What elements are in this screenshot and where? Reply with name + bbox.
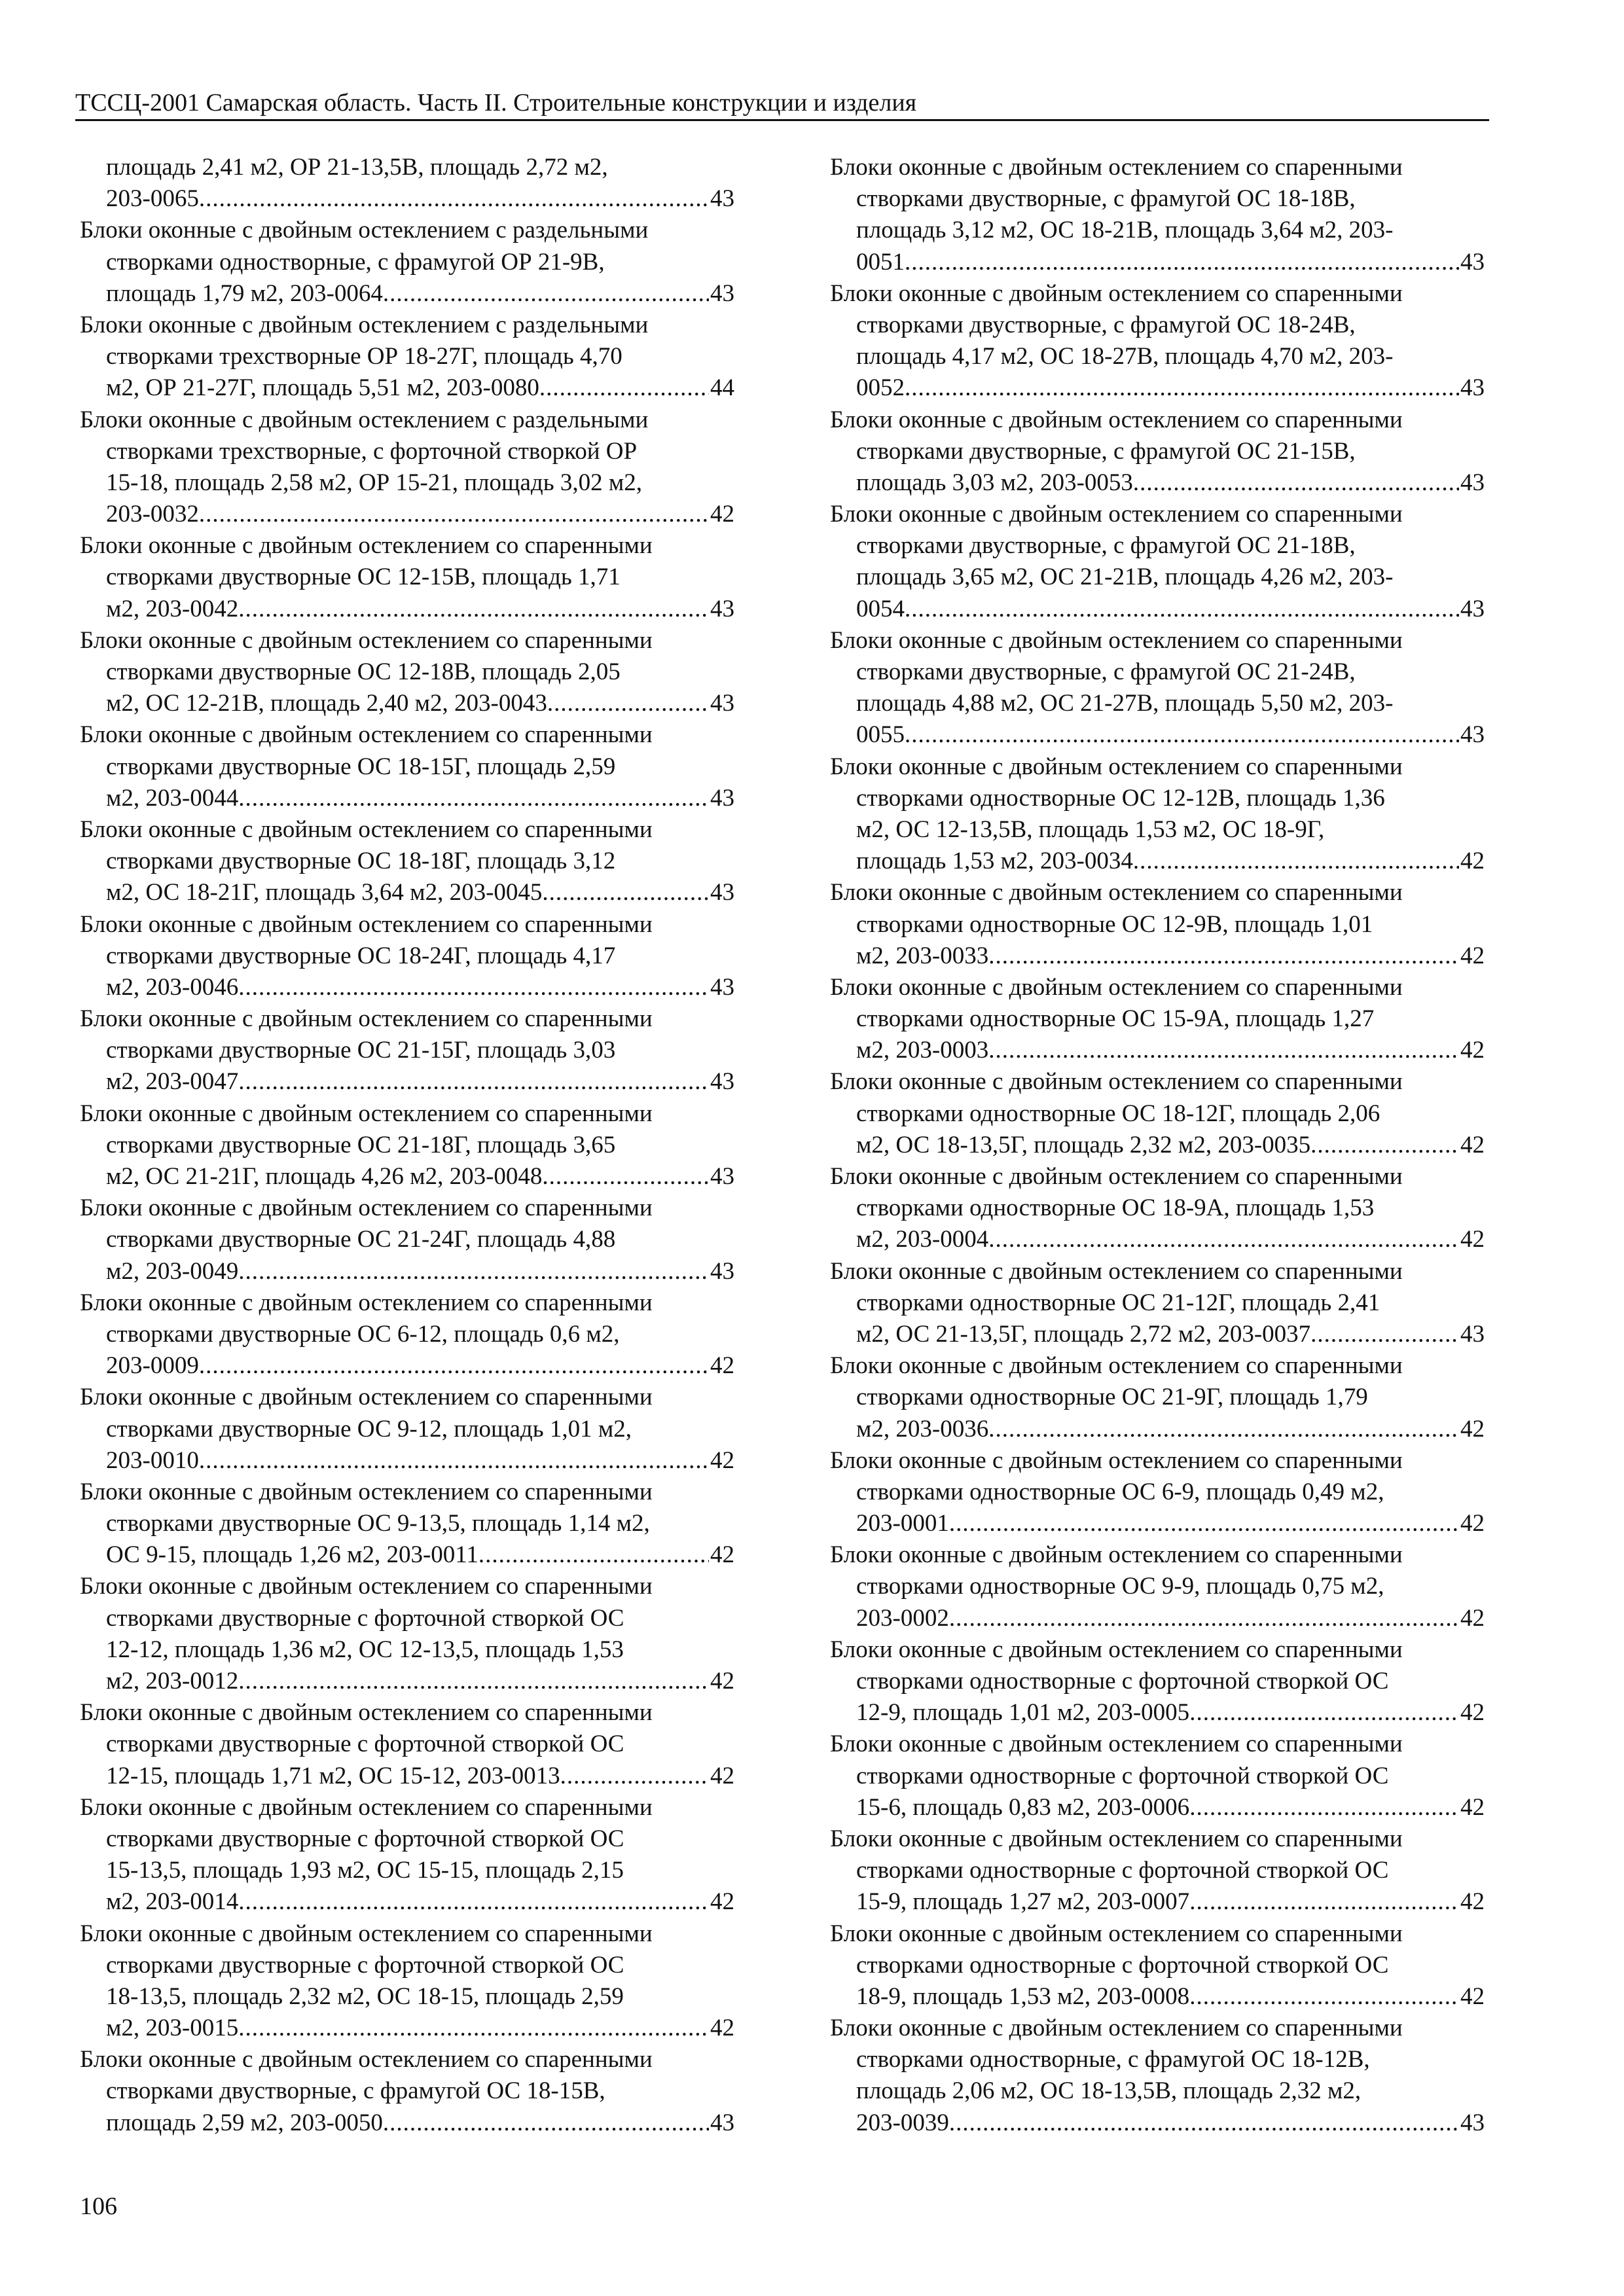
dot-leader xyxy=(988,1224,1459,1255)
index-entry xyxy=(830,1539,1485,1634)
index-entry-line: площадь 3,12 м2, ОС 18-21В, площадь 3,64 м2, 203- xyxy=(856,217,1394,244)
index-entry-text: 203-0039 xyxy=(856,2109,949,2136)
dot-leader xyxy=(905,247,1459,278)
index-entry-page-ref: 43 xyxy=(710,279,734,307)
index-entry-line: створками двустворные ОС 18-24Г, площадь 4,17 xyxy=(106,942,616,969)
index-entry-text: м2, 203-0015 xyxy=(106,2015,239,2042)
index-entry-last-line xyxy=(80,1666,734,1697)
dot-leader xyxy=(1310,1319,1459,1350)
index-entry-page-ref: 43 xyxy=(1460,374,1485,402)
index-entry-text: 203-0065 xyxy=(106,185,199,213)
index-entry-line: Блоки оконные с двойным остеклением с раздельными xyxy=(80,311,649,338)
index-entry-line: Блоки оконные с двойным остеклением со спаренными xyxy=(80,1289,653,1316)
index-entry-last-line xyxy=(830,1130,1485,1161)
index-entry-last-line xyxy=(80,1445,734,1477)
index-entry-line: Блоки оконные с двойным остеклением со спаренными xyxy=(80,2046,653,2073)
dot-leader xyxy=(383,278,709,310)
index-entry-text: м2, ОС 21-13,5Г, площадь 2,72 м2, 203-0037 xyxy=(856,1320,1311,1348)
index-entry-page-ref: 42 xyxy=(710,1762,734,1789)
index-entry-last-line xyxy=(830,1035,1485,1066)
index-entry-line: Блоки оконные с двойным остеклением со спаренными xyxy=(830,1636,1403,1663)
dot-leader xyxy=(905,594,1459,625)
index-entry-last-line xyxy=(830,247,1485,278)
index-entry-line: м2, ОС 12-13,5В, площадь 1,53 м2, ОС 18-9Г, xyxy=(856,816,1325,843)
index-entry-text: 0054 xyxy=(856,595,905,622)
index-entry-line: створками двустворные, с фрамугой ОС 18-24В, xyxy=(856,311,1356,338)
index-entry-page-ref: 43 xyxy=(1460,1320,1485,1348)
index-entry-line: Блоки оконные с двойным остеклением со спаренными xyxy=(830,154,1403,181)
index-entry-page-ref: 43 xyxy=(1460,248,1485,276)
index-entry-line: створками одностворные ОС 12-9В, площадь 1,01 xyxy=(856,910,1373,938)
dot-leader xyxy=(905,372,1459,404)
index-entry-line: створками двустворные ОС 12-18В, площадь 2,05 xyxy=(106,658,621,685)
index-entry-page-ref: 42 xyxy=(1460,1982,1485,2010)
index-entry-page-ref: 42 xyxy=(1460,1888,1485,1916)
index-entry-line: площадь 4,88 м2, ОС 21-27В, площадь 5,50 м2, 203- xyxy=(856,690,1394,717)
index-entry-page-ref: 44 xyxy=(710,374,734,402)
index-entry-page-ref: 43 xyxy=(710,973,734,1001)
index-entry-last-line xyxy=(830,1508,1485,1539)
index-entry-last-line xyxy=(830,1319,1485,1350)
index-entry xyxy=(80,719,734,814)
index-entry-text: 0055 xyxy=(856,721,905,749)
index-entry-text: м2, 203-0014 xyxy=(106,1888,239,1916)
index-entry-last-line xyxy=(80,1886,734,1918)
index-entry xyxy=(830,1918,1485,2013)
index-entry-line: створками трехстворные, с форточной створкой ОР xyxy=(106,437,638,465)
header-rule xyxy=(75,119,1489,121)
index-entry xyxy=(80,1571,734,1697)
index-entry-line: 18-13,5, площадь 2,32 м2, ОС 18-15, площадь 2,59 xyxy=(106,1982,624,2010)
index-entry-line: Блоки оконные с двойным остеклением со спаренными xyxy=(830,1068,1403,1096)
index-entry-text: площадь 1,53 м2, 203-0034 xyxy=(856,848,1133,875)
dot-leader xyxy=(542,877,709,908)
index-entry-page-ref: 43 xyxy=(710,784,734,812)
index-entry xyxy=(80,1287,734,1382)
index-entry xyxy=(830,1066,1485,1161)
index-entry-page-ref: 43 xyxy=(1460,2109,1485,2136)
index-entry-line: Блоки оконные с двойным остеклением со спаренными xyxy=(80,910,653,938)
index-entry xyxy=(830,1729,1485,1823)
index-entry-line: Блоки оконные с двойным остеклением со спаренными xyxy=(80,1920,653,1947)
index-entry-page-ref: 42 xyxy=(1460,1226,1485,1253)
dot-leader xyxy=(199,1445,709,1477)
index-entry-line: площадь 2,06 м2, ОС 18-13,5В, площадь 2,32 м2, xyxy=(856,2077,1362,2105)
index-entry xyxy=(830,404,1485,499)
dot-leader xyxy=(1189,1981,1459,2013)
index-entry-line: Блоки оконные с двойным остеклением со спаренными xyxy=(80,532,653,560)
index-entry-page-ref: 43 xyxy=(710,1163,734,1190)
index-column-right xyxy=(830,152,1485,2139)
index-entry-last-line xyxy=(830,941,1485,972)
index-entry-page-ref: 42 xyxy=(710,1888,734,1916)
dot-leader xyxy=(238,594,709,625)
index-entry-text: м2, 203-0003 xyxy=(856,1037,989,1064)
index-entry-line: Блоки оконные с двойным остеклением со спаренными xyxy=(830,501,1403,528)
index-entry-page-ref: 42 xyxy=(1460,1604,1485,1632)
index-entry-last-line xyxy=(830,1697,1485,1729)
index-entry xyxy=(80,1792,734,1918)
page-number: 106 xyxy=(80,2193,117,2220)
index-entry-page-ref: 42 xyxy=(1460,1037,1485,1064)
index-entry-page-ref: 43 xyxy=(1460,469,1485,496)
index-entry xyxy=(80,814,734,909)
index-entry-line: Блоки оконные с двойным остеклением со спаренными xyxy=(80,1699,653,1727)
index-entry xyxy=(80,530,734,625)
index-entry-line: 12-12, площадь 1,36 м2, ОС 12-13,5, площадь 1,53 xyxy=(106,1636,624,1663)
index-entry-line: Блоки оконные с двойным остеклением со спаренными xyxy=(80,816,653,843)
index-entry-last-line xyxy=(80,499,734,530)
index-entry-line: створками двустворные ОС 9-13,5, площадь 1,14 м2, xyxy=(106,1510,650,1537)
index-entry-last-line xyxy=(80,2108,734,2139)
index-entry-last-line xyxy=(80,183,734,215)
index-entry-last-line xyxy=(830,1981,1485,2013)
index-entry-text: м2, ОР 21-27Г, площадь 5,51 м2, 203-0080 xyxy=(106,374,539,402)
index-entry-line: 15-18, площадь 2,58 м2, ОР 15-21, площадь 3,02 м2, xyxy=(106,469,643,496)
index-entry-line: площадь 2,41 м2, ОР 21-13,5В, площадь 2,72 м2, xyxy=(106,154,608,181)
index-entry-line: Блоки оконные с двойным остеклением со спаренными xyxy=(830,1352,1403,1380)
index-entry-text: 15-6, площадь 0,83 м2, 203-0006 xyxy=(856,1793,1190,1821)
index-entry-last-line xyxy=(830,1886,1485,1918)
index-entry-page-ref: 43 xyxy=(710,595,734,622)
index-entry xyxy=(830,1256,1485,1351)
index-entry-line: Блоки оконные с двойным остеклением со спаренными xyxy=(830,1541,1403,1569)
index-entry-line: створками двустворные, с фрамугой ОС 18-18В, xyxy=(856,185,1356,213)
index-entry-line: створками одностворные ОС 21-12Г, площадь 2,41 xyxy=(856,1289,1380,1316)
index-entry-last-line xyxy=(830,372,1485,404)
index-entry-line: створками одностворные ОС 12-12В, площадь 1,36 xyxy=(856,784,1385,812)
index-entry-text: ОС 9-15, площадь 1,26 м2, 203-0011 xyxy=(106,1541,478,1569)
index-entry-line: Блоки оконные с двойным остеклением со спаренными xyxy=(80,1005,653,1033)
index-entry-page-ref: 42 xyxy=(710,1668,734,1695)
index-entry-page-ref: 43 xyxy=(1460,721,1485,749)
index-entry-line: створками двустворные ОС 12-15В, площадь 1,71 xyxy=(106,564,621,591)
index-entry-line: створками одностворные с форточной створкой ОС xyxy=(856,1857,1389,1884)
index-entry-line: створками двустворные с форточной створкой ОС xyxy=(106,1825,624,1852)
index-entry-text: м2, 203-0042 xyxy=(106,595,239,622)
index-entry-last-line xyxy=(80,278,734,310)
index-entry-text: м2, ОС 18-13,5Г, площадь 2,32 м2, 203-0035 xyxy=(856,1131,1311,1158)
index-entry xyxy=(80,310,734,404)
index-entry-last-line xyxy=(80,1539,734,1571)
index-entry-line: створками одностворные ОС 9-9, площадь 0,75 м2, xyxy=(856,1573,1384,1600)
index-entry-line: створками двустворные, с фрамугой ОС 21-15В, xyxy=(856,437,1356,465)
dot-leader xyxy=(199,499,709,530)
index-entry-line: створками двустворные ОС 9-12, площадь 1,01 м2, xyxy=(106,1415,632,1443)
index-entry-line: Блоки оконные с двойным остеклением со спаренными xyxy=(80,1573,653,1600)
index-entry xyxy=(830,972,1485,1067)
index-entry xyxy=(830,499,1485,625)
dot-leader xyxy=(988,1414,1459,1445)
dot-leader xyxy=(988,1035,1459,1066)
index-entry-line: створками трехстворные ОР 18-27Г, площадь 4,70 xyxy=(106,343,623,370)
index-entry-line: Блоки оконные с двойным остеклением с раздельными xyxy=(80,406,649,433)
dot-leader xyxy=(1310,1130,1459,1161)
index-entry-text: м2, ОС 12-21В, площадь 2,40 м2, 203-0043 xyxy=(106,690,547,717)
index-entry-page-ref: 43 xyxy=(710,185,734,213)
index-entry-page-ref: 42 xyxy=(710,501,734,528)
index-entry-page-ref: 42 xyxy=(1460,1699,1485,1727)
index-entry-line: Блоки оконные с двойным остеклением со спаренными xyxy=(830,406,1403,433)
index-entry xyxy=(80,1098,734,1193)
index-entry-last-line xyxy=(80,594,734,625)
index-entry-page-ref: 43 xyxy=(710,2109,734,2136)
index-entry-last-line xyxy=(830,846,1485,877)
index-entry-line: створками двустворные ОС 6-12, площадь 0,6 м2, xyxy=(106,1320,620,1348)
dot-leader xyxy=(949,1508,1459,1539)
index-entry-line: створками двустворные ОС 18-15Г, площадь 2,59 xyxy=(106,753,616,780)
index-entry-line: створками двустворные с форточной створкой ОС xyxy=(106,1951,624,1979)
index-entry-line: створками двустворные, с фрамугой ОС 21-24В, xyxy=(856,658,1356,685)
index-entry-page-ref: 43 xyxy=(710,1068,734,1096)
index-entry-last-line xyxy=(830,2108,1485,2139)
index-entry-line: площадь 3,65 м2, ОС 21-21В, площадь 4,26 м2, 203- xyxy=(856,564,1394,591)
index-entry-text: 203-0032 xyxy=(106,501,199,528)
index-entry-line: створками одностворные ОС 21-9Г, площадь 1,79 xyxy=(856,1384,1368,1411)
dot-leader xyxy=(238,972,709,1003)
index-entry-text: площадь 2,59 м2, 203-0050 xyxy=(106,2109,383,2136)
index-entry-text: м2, 203-0004 xyxy=(856,1226,989,1253)
index-entry-last-line xyxy=(80,1761,734,1792)
index-entry-text: 203-0001 xyxy=(856,1510,949,1537)
dot-leader xyxy=(238,1666,709,1697)
dot-leader xyxy=(1189,1697,1459,1729)
index-entry-page-ref: 42 xyxy=(1460,848,1485,875)
index-entry-page-ref: 43 xyxy=(1460,595,1485,622)
dot-leader xyxy=(560,1761,709,1792)
index-entry-line: Блоки оконные с двойным остеклением со спаренными xyxy=(80,1384,653,1411)
index-entry-line: Блоки оконные с двойным остеклением со спаренными xyxy=(830,1731,1403,1758)
index-entry-text: 0052 xyxy=(856,374,905,402)
index-entry-line: Блоки оконные с двойным остеклением со спаренными xyxy=(830,879,1403,906)
index-entry-line: Блоки оконные с двойным остеклением со спаренными xyxy=(830,973,1403,1001)
index-entry-line: створками одностворные ОС 18-12Г, площадь 2,06 xyxy=(856,1100,1380,1127)
index-entry-line: створками двустворные ОС 21-18Г, площадь 3,65 xyxy=(106,1131,616,1158)
index-entry-last-line xyxy=(830,719,1485,751)
index-entry-line: Блоки оконные с двойным остеклением со спаренными xyxy=(80,1478,653,1505)
index-entry-line: створками двустворные с форточной створкой ОС xyxy=(106,1731,624,1758)
index-column-left xyxy=(80,152,734,2139)
index-entry-line: Блоки оконные с двойным остеклением со спаренными xyxy=(830,1163,1403,1190)
index-entry-page-ref: 42 xyxy=(710,1446,734,1474)
index-entry-line: Блоки оконные с двойным остеклением со спаренными xyxy=(830,753,1403,780)
index-entry xyxy=(830,152,1485,278)
index-entry-last-line xyxy=(830,1224,1485,1255)
index-entry-last-line xyxy=(830,594,1485,625)
index-entry-last-line xyxy=(80,1066,734,1098)
index-entry-text: м2, 203-0046 xyxy=(106,973,239,1001)
index-entry-line: 15-13,5, площадь 1,93 м2, ОС 15-15, площадь 2,15 xyxy=(106,1857,624,1884)
index-entry xyxy=(80,909,734,1004)
index-entry-line: Блоки оконные с двойным остеклением со спаренными xyxy=(830,2015,1403,2042)
index-entry-text: площадь 3,03 м2, 203-0053 xyxy=(856,469,1133,496)
index-entry xyxy=(80,1697,734,1792)
index-entry-last-line xyxy=(80,972,734,1003)
index-entry-text: м2, 203-0044 xyxy=(106,784,239,812)
dot-leader xyxy=(238,783,709,814)
index-entry-line: створками двустворные, с фрамугой ОС 18-15В, xyxy=(106,2077,605,2105)
dot-leader xyxy=(383,2108,709,2139)
index-entry-page-ref: 42 xyxy=(710,2015,734,2042)
dot-leader xyxy=(1133,467,1459,499)
dot-leader xyxy=(1189,1886,1459,1918)
index-entry-line: Блоки оконные с двойным остеклением со спаренными xyxy=(830,279,1403,307)
index-entry-line: створками одностворные с форточной створкой ОС xyxy=(856,1668,1389,1695)
index-entry-page-ref: 43 xyxy=(710,879,734,906)
index-entry-page-ref: 43 xyxy=(710,690,734,717)
index-entry xyxy=(830,2013,1485,2139)
index-entry-last-line xyxy=(80,1350,734,1382)
index-entry-text: 203-0009 xyxy=(106,1352,199,1380)
index-entry-last-line xyxy=(80,1161,734,1193)
index-entry-page-ref: 42 xyxy=(710,1352,734,1380)
index-entry-line: створками двустворные ОС 21-15Г, площадь 3,03 xyxy=(106,1037,616,1064)
index-entry-last-line xyxy=(830,1603,1485,1634)
index-entry xyxy=(830,1445,1485,1540)
index-entry-last-line xyxy=(80,2013,734,2044)
index-entry-line: площадь 4,17 м2, ОС 18-27В, площадь 4,70 м2, 203- xyxy=(856,343,1394,370)
index-entry xyxy=(830,1161,1485,1256)
index-entry-line: Блоки оконные с двойным остеклением со спаренными xyxy=(830,626,1403,654)
index-entry-text: 15-9, площадь 1,27 м2, 203-0007 xyxy=(856,1888,1190,1916)
index-entry xyxy=(80,1003,734,1098)
index-entry-text: м2, 203-0047 xyxy=(106,1068,239,1096)
index-entry-line: створками одностворные с форточной створкой ОС xyxy=(856,1951,1389,1979)
index-entry-line: Блоки оконные с двойным остеклением со спаренными xyxy=(80,721,653,749)
dot-leader xyxy=(542,1161,709,1193)
index-entry-line: створками одностворные, с фрамугой ОР 21-9В, xyxy=(106,248,605,276)
index-entry xyxy=(830,751,1485,878)
index-entry xyxy=(80,404,734,531)
index-entry-line: створками двустворные с форточной створкой ОС xyxy=(106,1604,624,1632)
index-entry xyxy=(830,1823,1485,1918)
index-entry-line: Блоки оконные с двойным остеклением со спаренными xyxy=(80,1194,653,1222)
index-entry-text: м2, ОС 21-21Г, площадь 4,26 м2, 203-0048 xyxy=(106,1163,543,1190)
running-header: ТССЦ-2001 Самарская область. Часть II. Строительные конструкции и изделия xyxy=(75,89,917,117)
index-entry-text: м2, ОС 18-21Г, площадь 3,64 м2, 203-0045 xyxy=(106,879,543,906)
index-entry-last-line xyxy=(80,877,734,908)
dot-leader xyxy=(539,372,709,404)
index-entry-page-ref: 43 xyxy=(710,1257,734,1285)
index-entry-line: створками одностворные ОС 6-9, площадь 0,49 м2, xyxy=(856,1478,1384,1505)
index-entry xyxy=(80,625,734,720)
index-entry-line: створками двустворные ОС 21-24Г, площадь 4,88 xyxy=(106,1226,616,1253)
index-entry-text: 203-0010 xyxy=(106,1446,199,1474)
index-entry-text: 203-0002 xyxy=(856,1604,949,1632)
index-entry-line: Блоки оконные с двойным остеклением со спаренными xyxy=(80,626,653,654)
index-entry-text: 12-15, площадь 1,71 м2, ОС 15-12, 203-0013 xyxy=(106,1762,560,1789)
index-entry-page-ref: 42 xyxy=(1460,942,1485,969)
index-entry-last-line xyxy=(80,688,734,719)
index-entry-text: площадь 1,79 м2, 203-0064 xyxy=(106,279,383,307)
index-entry xyxy=(830,1634,1485,1729)
index-entry xyxy=(80,2044,734,2139)
dot-leader xyxy=(238,1886,709,1918)
index-entry-text: м2, 203-0049 xyxy=(106,1257,239,1285)
index-entry-line: створками одностворные ОС 15-9А, площадь 1,27 xyxy=(856,1005,1375,1033)
dot-leader xyxy=(199,183,709,215)
index-entry xyxy=(80,1477,734,1571)
dot-leader xyxy=(478,1539,709,1571)
dot-leader xyxy=(199,1350,709,1382)
index-entry-page-ref: 42 xyxy=(1460,1131,1485,1158)
index-entry-text: м2, 203-0036 xyxy=(856,1415,989,1443)
index-entry xyxy=(80,1193,734,1287)
index-entry xyxy=(830,625,1485,751)
dot-leader xyxy=(238,2013,709,2044)
dot-leader xyxy=(1133,846,1459,877)
index-entry-line: створками двустворные, с фрамугой ОС 21-18В, xyxy=(856,532,1356,560)
dot-leader xyxy=(1189,1792,1459,1823)
index-entry-page-ref: 42 xyxy=(1460,1510,1485,1537)
dot-leader xyxy=(988,941,1459,972)
index-entry-page-ref: 42 xyxy=(1460,1415,1485,1443)
index-entry-line: створками одностворные, с фрамугой ОС 18-12В, xyxy=(856,2046,1370,2073)
dot-leader xyxy=(547,688,709,719)
index-entry-text: м2, 203-0012 xyxy=(106,1668,239,1695)
index-entry-line: Блоки оконные с двойным остеклением со спаренными xyxy=(830,1825,1403,1852)
dot-leader xyxy=(905,719,1459,751)
index-entry-line: Блоки оконные с двойным остеклением со спаренными xyxy=(830,1920,1403,1947)
index-entry xyxy=(830,1350,1485,1445)
index-entry xyxy=(80,215,734,310)
dot-leader xyxy=(949,1603,1459,1634)
index-entry-line: Блоки оконные с двойным остеклением со спаренными xyxy=(80,1793,653,1821)
index-entry-line: Блоки оконные с двойным остеклением с раздельными xyxy=(80,217,649,244)
index-entry-text: 0051 xyxy=(856,248,905,276)
dot-leader xyxy=(238,1256,709,1287)
index-entry xyxy=(80,1918,734,2045)
index-entry-text: 18-9, площадь 1,53 м2, 203-0008 xyxy=(856,1982,1190,2010)
index-entry-page-ref: 42 xyxy=(1460,1793,1485,1821)
index-entry-last-line xyxy=(830,1414,1485,1445)
index-entry xyxy=(830,877,1485,972)
dot-leader xyxy=(238,1066,709,1098)
index-entry-text: 12-9, площадь 1,01 м2, 203-0005 xyxy=(856,1699,1190,1727)
index-entry-line: Блоки оконные с двойным остеклением со спаренными xyxy=(830,1257,1403,1285)
index-entry xyxy=(80,152,734,215)
index-entry-line: Блоки оконные с двойным остеклением со спаренными xyxy=(830,1446,1403,1474)
index-entry-text: м2, 203-0033 xyxy=(856,942,989,969)
index-entry-last-line xyxy=(80,783,734,814)
index-entry-line: Блоки оконные с двойным остеклением со спаренными xyxy=(80,1100,653,1127)
index-entry-last-line xyxy=(80,1256,734,1287)
index-entry-page-ref: 42 xyxy=(710,1541,734,1569)
index-entry-line: створками одностворные с форточной створкой ОС xyxy=(856,1762,1389,1789)
index-entry xyxy=(830,278,1485,404)
dot-leader xyxy=(949,2108,1459,2139)
index-entry-last-line xyxy=(830,1792,1485,1823)
index-entry-last-line xyxy=(80,372,734,404)
index-entry-line: створками двустворные ОС 18-18Г, площадь 3,12 xyxy=(106,848,616,875)
index-entry-last-line xyxy=(830,467,1485,499)
index-entry xyxy=(80,1382,734,1477)
index-entry-line: створками одностворные ОС 18-9А, площадь 1,53 xyxy=(856,1194,1375,1222)
